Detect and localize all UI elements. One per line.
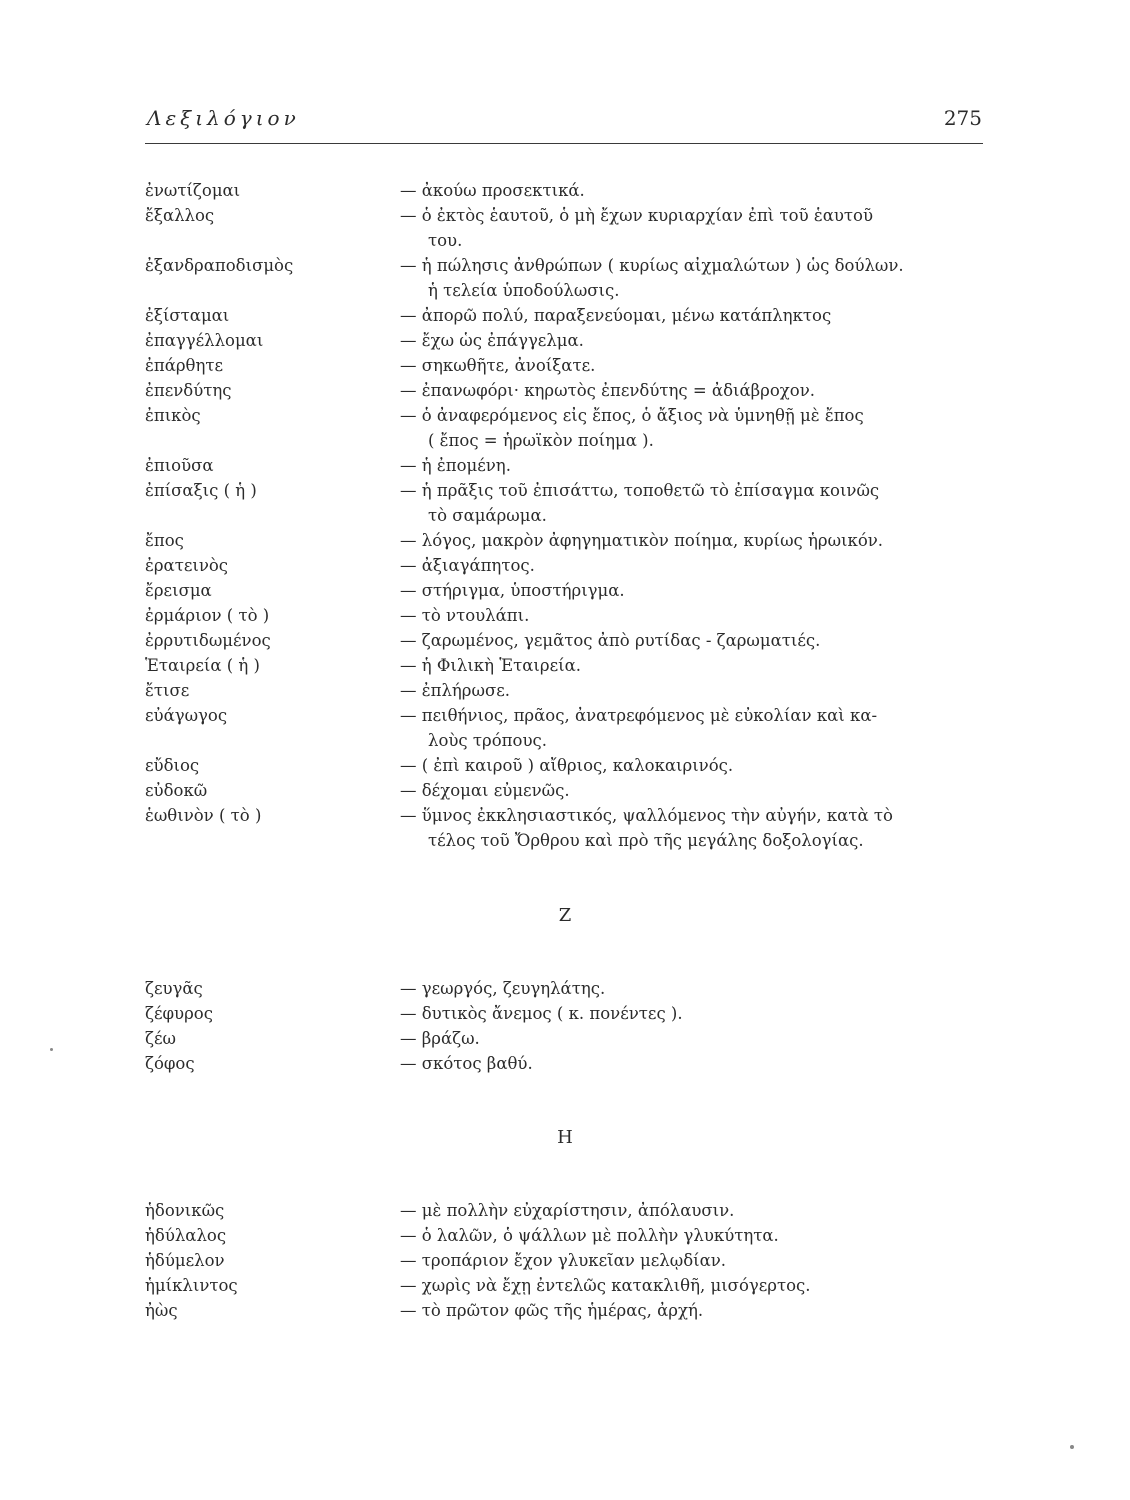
- glossary-entry: [145, 1198, 985, 1223]
- entry-definition: [400, 1198, 985, 1223]
- entry-definition: [400, 553, 985, 578]
- entry-definition: [400, 1051, 985, 1076]
- definition-line: — ὁ ἀναφερόμενος εἰς ἔπος, ὁ ἄξιος νὰ ὑμνηθῇ μὲ ἔπος: [400, 406, 864, 425]
- glossary-entry: [145, 578, 985, 603]
- entries-block-e: [145, 178, 985, 853]
- definition-line: — ζαρωμένος, γεμᾶτος ἀπὸ ρυτίδας - ζαρωματιές.: [400, 631, 821, 650]
- glossary-entry: [145, 453, 985, 478]
- definition-line: — στήριγμα, ὑποστήριγμα.: [400, 581, 625, 600]
- entry-term: ἐξανδραποδισμὸς: [145, 256, 294, 275]
- entry-term: ἑωθινὸν ( τὸ ): [145, 806, 262, 825]
- entry-definition: [400, 1026, 985, 1051]
- definition-line: — ἡ πώλησις ἀνθρώπων ( κυρίως αἰχμαλώτων ) ὡς δούλων.: [400, 256, 904, 275]
- glossary-entry: [145, 478, 985, 528]
- glossary-entry: [145, 253, 985, 303]
- definition-line: — δυτικὸς ἄνεμος ( κ. πονέντες ).: [400, 1004, 683, 1023]
- header-rule: [145, 143, 983, 144]
- entry-term: ἠὼς: [145, 1301, 178, 1320]
- glossary-entry: [145, 976, 985, 1001]
- definition-line: — λόγος, μακρὸν ἀφηγηματικὸν ποίημα, κυρίως ἡρωικόν.: [400, 531, 884, 550]
- entry-term: Ἑταιρεία ( ἡ ): [145, 656, 260, 675]
- entry-term: ἐπενδύτης: [145, 381, 232, 400]
- section-letter-z: Ζ: [558, 905, 572, 926]
- glossary-entry: [145, 803, 985, 853]
- definition-line: — τροπάριον ἔχον γλυκεῖαν μελῳδίαν.: [400, 1251, 727, 1270]
- entry-definition: [400, 303, 985, 328]
- glossary-entry: [145, 1248, 985, 1273]
- definition-line: — ( ἐπὶ καιροῦ ) αἴθριος, καλοκαιρινός.: [400, 756, 734, 775]
- entry-term: ἡδύμελον: [145, 1251, 225, 1270]
- definition-line: — ἐπανωφόρι· κηρωτὸς ἐπενδύτης = ἀδιάβροχον.: [400, 381, 815, 400]
- entry-term: ἐρρυτιδωμένος: [145, 631, 271, 650]
- entry-term: ἐπικὸς: [145, 406, 201, 425]
- running-title: Λεξιλόγιον: [147, 106, 300, 130]
- entry-definition: [400, 1298, 985, 1323]
- definition-line: — γεωργός, ζευγηλάτης.: [400, 979, 606, 998]
- glossary-entries: [145, 178, 985, 1323]
- entry-definition: [400, 478, 985, 528]
- entry-term: ἐξίσταμαι: [145, 306, 230, 325]
- definition-line: — ὁ ἐκτὸς ἑαυτοῦ, ὁ μὴ ἔχων κυριαρχίαν ἐπὶ τοῦ ἑαυτοῦ: [400, 206, 873, 225]
- entry-term: ζόφος: [145, 1054, 195, 1073]
- glossary-entry: [145, 603, 985, 628]
- paper-speck: [1070, 1445, 1074, 1449]
- definition-line: τὸ σαμάρωμα.: [428, 506, 547, 525]
- glossary-entry: [145, 753, 985, 778]
- glossary-entry: [145, 653, 985, 678]
- glossary-entry: [145, 528, 985, 553]
- entry-definition: [400, 678, 985, 703]
- entry-definition: [400, 803, 985, 853]
- entry-term: ἐπιοῦσα: [145, 456, 214, 475]
- definition-line: — χωρὶς νὰ ἔχῃ ἐντελῶς κατακλιθῆ, μισόγερτος.: [400, 1276, 811, 1295]
- glossary-entry: [145, 1273, 985, 1298]
- entry-term: ἐρατεινὸς: [145, 556, 229, 575]
- glossary-entry: [145, 303, 985, 328]
- glossary-entry: [145, 1001, 985, 1026]
- entry-definition: [400, 203, 985, 253]
- entry-definition: [400, 178, 985, 203]
- entry-term: ζευγᾶς: [145, 979, 203, 998]
- entry-definition: [400, 578, 985, 603]
- entry-term: ἐπάρθητε: [145, 356, 224, 375]
- entry-term: ζέω: [145, 1029, 176, 1048]
- entry-definition: [400, 753, 985, 778]
- entries-block-z: [145, 976, 985, 1076]
- entry-term: ἐρμάριον ( τὸ ): [145, 606, 270, 625]
- entry-definition: [400, 1001, 985, 1026]
- glossary-entry: [145, 1026, 985, 1051]
- definition-line: — βράζω.: [400, 1029, 480, 1048]
- definition-line: — ἀξιαγάπητος.: [400, 556, 535, 575]
- definition-line: — ἡ πρᾶξις τοῦ ἐπισάττω, τοποθετῶ τὸ ἐπίσαγμα κοινῶς: [400, 481, 880, 500]
- entry-definition: [400, 253, 985, 303]
- entry-term: ἐπαγγέλλομαι: [145, 331, 264, 350]
- entry-definition: [400, 603, 985, 628]
- entry-term: ἡδονικῶς: [145, 1201, 225, 1220]
- entry-definition: [400, 353, 985, 378]
- definition-line: — ὁ λαλῶν, ὁ ψάλλων μὲ πολλὴν γλυκύτητα.: [400, 1226, 779, 1245]
- definition-line: — σκότος βαθύ.: [400, 1054, 533, 1073]
- entry-definition: [400, 403, 985, 453]
- entry-term: ἡμίκλιντος: [145, 1276, 238, 1295]
- entry-term: ἐπίσαξις ( ἡ ): [145, 481, 257, 500]
- entry-definition: [400, 653, 985, 678]
- entry-term: εὐάγωγος: [145, 706, 228, 725]
- entry-definition: [400, 628, 985, 653]
- glossary-entry: [145, 203, 985, 253]
- entry-term: ἐνωτίζομαι: [145, 181, 241, 200]
- entry-definition: [400, 703, 985, 753]
- definition-line: — ἡ Φιλικὴ Ἑταιρεία.: [400, 656, 581, 675]
- definition-line: — ἀπορῶ πολύ, παραξενεύομαι, μένω κατάπληκτος: [400, 306, 832, 325]
- definition-line: τέλος τοῦ Ὄρθρου καὶ πρὸ τῆς μεγάλης δοξολογίας.: [428, 831, 864, 850]
- glossary-entry: [145, 403, 985, 453]
- definition-line: — δέχομαι εὐμενῶς.: [400, 781, 570, 800]
- glossary-entry: [145, 553, 985, 578]
- entry-term: ζέφυρος: [145, 1004, 213, 1023]
- definition-line: — σηκωθῆτε, ἀνοίξατε.: [400, 356, 596, 375]
- entry-term: ἔπος: [145, 531, 184, 550]
- entry-definition: [400, 976, 985, 1001]
- glossary-entry: [145, 1223, 985, 1248]
- entry-definition: [400, 778, 985, 803]
- glossary-entry: [145, 178, 985, 203]
- paper-speck: [50, 1048, 53, 1051]
- glossary-entry: [145, 1298, 985, 1323]
- entry-definition: [400, 1248, 985, 1273]
- definition-line: — τὸ πρῶτον φῶς τῆς ἡμέρας, ἀρχή.: [400, 1301, 704, 1320]
- entries-block-h: [145, 1198, 985, 1323]
- glossary-entry: [145, 1051, 985, 1076]
- glossary-entry: [145, 628, 985, 653]
- glossary-entry: [145, 778, 985, 803]
- entry-term: ἔξαλλος: [145, 206, 215, 225]
- glossary-entry: [145, 353, 985, 378]
- glossary-entry: [145, 703, 985, 753]
- definition-line: — μὲ πολλὴν εὐχαρίστησιν, ἀπόλαυσιν.: [400, 1201, 735, 1220]
- definition-line: λοὺς τρόπους.: [428, 731, 547, 750]
- definition-line: — ὕμνος ἐκκλησιαστικός, ψαλλόμενος τὴν αὐγήν, κατὰ τὸ: [400, 806, 893, 825]
- definition-line: του.: [428, 231, 463, 250]
- section-letter-h: Η: [557, 1127, 573, 1148]
- glossary-entry: [145, 378, 985, 403]
- definition-line: — πειθήνιος, πρᾶος, ἀνατρεφόμενος μὲ εὐκολίαν καὶ κα-: [400, 706, 878, 725]
- definition-line: ἡ τελεία ὑποδούλωσις.: [428, 281, 620, 300]
- entry-definition: [400, 453, 985, 478]
- entry-definition: [400, 378, 985, 403]
- glossary-entry: [145, 328, 985, 353]
- entry-term: εὔδιος: [145, 756, 200, 775]
- entry-definition: [400, 1273, 985, 1298]
- glossary-entry: [145, 678, 985, 703]
- entry-definition: [400, 1223, 985, 1248]
- definition-line: ( ἔπος = ἡρωϊκὸν ποίημα ).: [428, 431, 654, 450]
- page-header: [147, 106, 982, 140]
- definition-line: — ἐπλήρωσε.: [400, 681, 510, 700]
- entry-term: εὐδοκῶ: [145, 781, 208, 800]
- definition-line: — ἔχω ὡς ἐπάγγελμα.: [400, 331, 584, 350]
- entry-term: ἔτισε: [145, 681, 190, 700]
- page-number: 275: [943, 106, 982, 130]
- entry-definition: [400, 328, 985, 353]
- entry-term: ἔρεισμα: [145, 581, 212, 600]
- definition-line: — τὸ ντουλάπι.: [400, 606, 530, 625]
- entry-definition: [400, 528, 985, 553]
- definition-line: — ἡ ἐπομένη.: [400, 456, 511, 475]
- entry-term: ἡδύλαλος: [145, 1226, 227, 1245]
- definition-line: — ἀκούω προσεκτικά.: [400, 181, 585, 200]
